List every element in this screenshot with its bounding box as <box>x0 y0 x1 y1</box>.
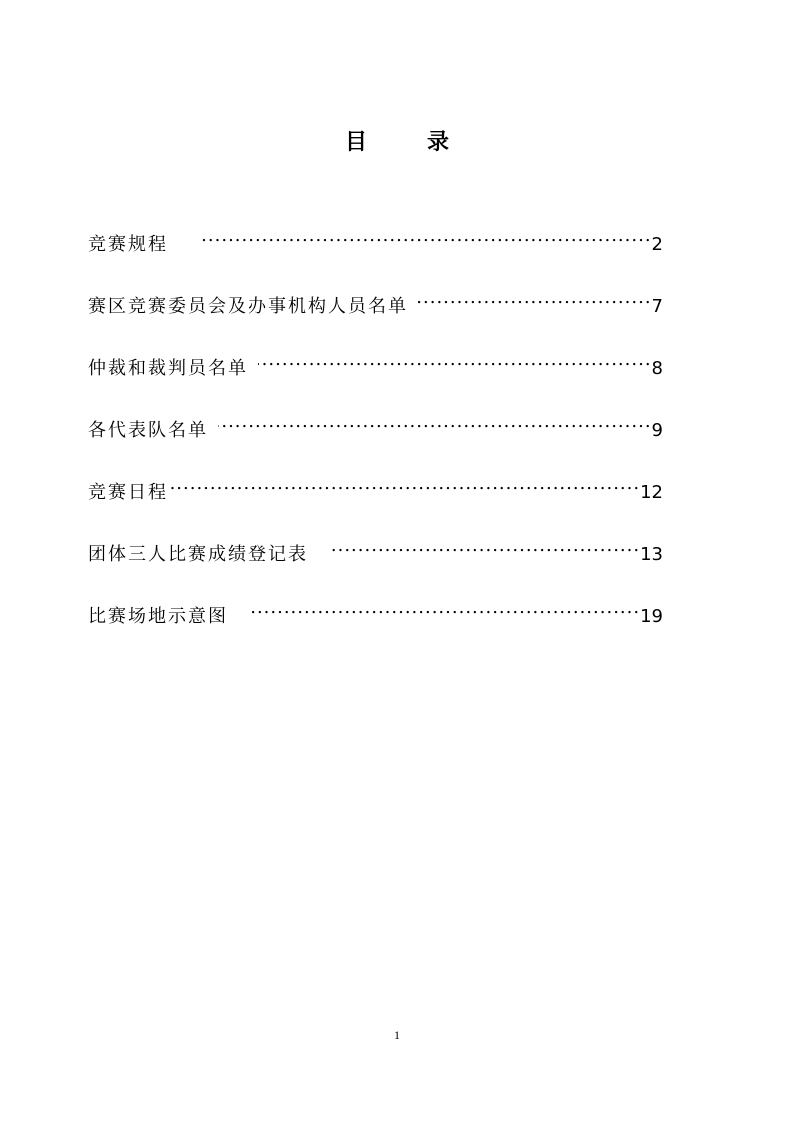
toc-dot-leader <box>332 532 640 560</box>
table-of-contents <box>88 222 663 656</box>
toc-entry-label: 团体三人比赛成绩登记表 <box>88 544 308 565</box>
toc-entry[interactable] <box>88 222 663 284</box>
toc-entry[interactable] <box>88 470 663 532</box>
toc-entry-label: 竞赛日程 <box>88 482 168 503</box>
toc-entry-page: 13 <box>640 544 663 565</box>
toc-entry[interactable] <box>88 408 663 470</box>
toc-dot-leader <box>252 594 640 622</box>
toc-dot-leader <box>258 346 652 374</box>
toc-entry-label: 各代表队名单 <box>88 420 208 441</box>
toc-entry-page: 8 <box>651 358 663 379</box>
toc-entry-page: 12 <box>640 482 663 503</box>
toc-entry[interactable] <box>88 284 663 346</box>
toc-entry-label: 赛区竞赛委员会及办事机构人员名单 <box>88 296 408 317</box>
page-number: 1 <box>394 1028 400 1042</box>
toc-entry-page: 9 <box>651 420 663 441</box>
toc-entry[interactable] <box>88 594 663 656</box>
toc-entry-label: 比赛场地示意图 <box>88 606 228 627</box>
toc-entry[interactable] <box>88 532 663 594</box>
toc-entry-page: 7 <box>651 296 663 317</box>
toc-entry-page: 2 <box>651 234 663 255</box>
toc-dot-leader <box>168 470 640 498</box>
toc-dot-leader <box>418 284 652 312</box>
toc-entry-page: 19 <box>640 606 663 627</box>
toc-entry-label: 仲裁和裁判员名单 <box>88 358 248 379</box>
toc-dot-leader <box>202 222 652 250</box>
page-title: 目录 <box>344 130 509 155</box>
toc-entry[interactable] <box>88 346 663 408</box>
toc-entry-label: 竞赛规程 <box>88 234 168 255</box>
toc-dot-leader <box>218 408 652 436</box>
